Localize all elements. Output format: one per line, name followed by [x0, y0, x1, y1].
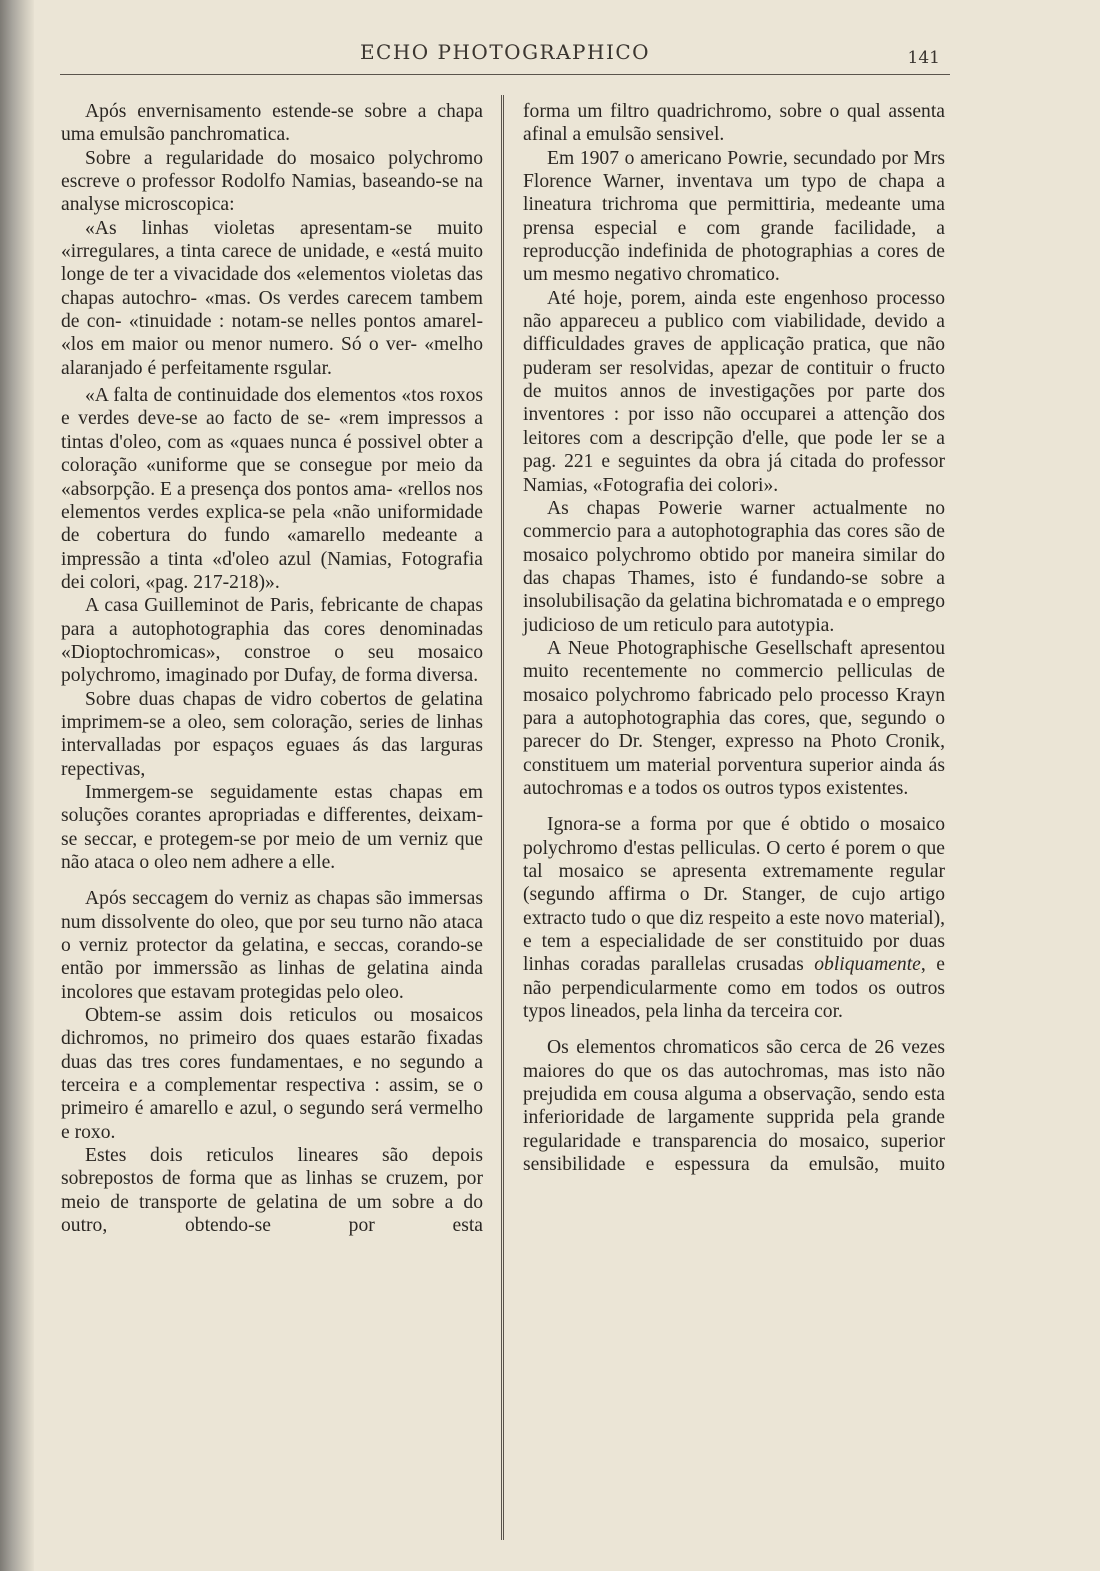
- quote-paragraph: «A falta de continuidade dos elementos «tos roxos e verdes deve-se ao facto de se- «rem impressos a tintas d'oleo, com as «quaes nunca é possivel obter a coloração «uniforme que se consegue por meio da «absorpção. E a presença dos pontos ama- «rellos nos elementos verdes explica-se pela «não uniformidade de cobertura do fundo «amarello medeante a impressão a tinta «d'oleo azul (Namias, Fotografia dei colori, «pag. 217-218)».: [61, 385, 483, 593]
- paragraph: Estes dois reticulos lineares são depois sobrepostos de forma que as linhas se cruzem, por meio de transporte de gelatina de um sobre a do outro, obtendo-se por esta: [61, 1145, 483, 1237]
- header-rule: [60, 74, 950, 75]
- paragraph: forma um filtro quadrichromo, sobre o qual assenta afinal a emulsão sensivel.: [523, 101, 945, 146]
- paragraph: Sobre a regularidade do mosaico polychromo escreve o professor Rodolfo Namias, baseando-se na analyse microscopica:: [61, 147, 483, 216]
- text-run: Ignora-se a forma por que é obtido o mosaico polychromo d'estas pelliculas. O certo é porem o que tal mosaico se apresenta extremamente regular (segundo affirma o Dr. Stanger, de cujo artigo extracto tudo o que diz respeito a este novo material), e tem a especialidade de ser constituido por duas linhas coradas parallelas crusadas: [523, 814, 945, 976]
- paragraph: Os elementos chromaticos são cerca de 26 vezes maiores do que os das autochromas, mas isto não prejudida em cousa alguma a observação, sendo esta inferioridade de largamente supprida pela grande regularidade e transparencia do mosaico, superior sensibilidade e espessura da emulsão, muito: [523, 1037, 945, 1176]
- page-number: 141: [907, 48, 940, 68]
- paragraph: A Neue Photographische Gesellschaft apresentou muito recentemente no commercio pelliculas de mosaico polychromo fabricado pelo processo Krayn para a autophotographia das cores, que, segundo o parecer do Dr. Stenger, expresso na Photo Cronik, constituem um material porventura superior ainda ás autochromas e a todos os outros typos existentes.: [523, 637, 945, 799]
- column-divider: [501, 95, 504, 1540]
- paragraph: Até hoje, porem, ainda este engenhoso processo não appareceu a publico com viabilidade, devido a difficuldades graves de applicação pratica, que não puderam ser resolvidas, apezar de contituir o fructo de muitos annos de investigações por parte dos inventores : por isso não occuparei a attenção dos leitores com a descripção d'elle, que pode ler se a pag. 221 e seguintes da obra já citada do professor Namias, «Fotografia dei colori».: [523, 287, 945, 496]
- running-title: ECHO PHOTOGRAPHICO: [359, 40, 651, 64]
- paragraph: As chapas Powerie warner actualmente no commercio para a autophotographia das cores são de mosaico polychromo obtido por maneira similar do das chapas Thames, isto é fundando-se sobre a insolubilisação da gelatina bichromatada e o emprego judicioso de um reticulo para autotypia.: [523, 497, 945, 636]
- paragraph: Immergem-se seguidamente estas chapas em soluções corantes apropriadas e differentes, deixam-se seccar, e protegem-se por meio de um verniz que não ataca o oleo nem adhere a elle.: [61, 781, 483, 873]
- paragraph: [523, 813, 945, 1023]
- emphasis-text: obliquamente: [814, 954, 921, 976]
- left-column: [61, 100, 483, 1238]
- text-run: , e não perpendicularmente como em todos os outros typos lineados, pela linha da terceira cor.: [523, 954, 945, 1023]
- paragraph: Sobre duas chapas de vidro cobertos de gelatina imprimem-se a oleo, sem coloração, series de linhas intervalladas por espaços eguaes ás das larguras repectivas,: [61, 688, 483, 780]
- page-header: [60, 40, 950, 70]
- right-column: [523, 100, 945, 1176]
- paragraph: Após envernisamento estende-se sobre a chapa uma emulsão panchromatica.: [61, 101, 483, 146]
- paragraph: Após seccagem do verniz as chapas são immersas num dissolvente do oleo, que por seu turno não ataca o verniz protector da gelatina, e seccas, corando-se então por immerssão as linhas de gelatina ainda incolores que estavam protegidas pelo oleo.: [61, 888, 483, 1003]
- quote-paragraph: «As linhas violetas apresentam-se muito «irregulares, a tinta carece de unidade, e «está muito longe de ter a vivacidade dos «elementos violetas das chapas autochro- «mas. Os verdes carecem tambem de con- «tinuidade : notam-se nelles pontos amarel- «los em maior ou menor numero. Só o ver- «melho alaranjado é perfeitamente rsgular.: [61, 217, 483, 379]
- page-binding-edge: [0, 0, 34, 1571]
- paragraph: A casa Guilleminot de Paris, febricante de chapas para a autophotographia das cores denominadas «Dioptochromicas», constroe o seu mosaico polychromo, imaginado por Dufay, de forma diversa.: [61, 595, 483, 687]
- paragraph: Obtem-se assim dois reticulos ou mosaicos dichromos, no primeiro dos quaes estarão fixadas duas das tres cores fundamentaes, e no segundo a terceira e a complementar respectiva : assim, se o primeiro é amarello e azul, o segundo será vermelho e roxo.: [61, 1005, 483, 1143]
- paragraph: Em 1907 o americano Powrie, secundado por Mrs Florence Warner, inventava um typo de chapa a lineatura trichroma que permittiria, medeante uma prensa especial e com grande facilidade, a reproducção indefinida de photographias a cores de um mesmo negativo chromatico.: [523, 147, 945, 286]
